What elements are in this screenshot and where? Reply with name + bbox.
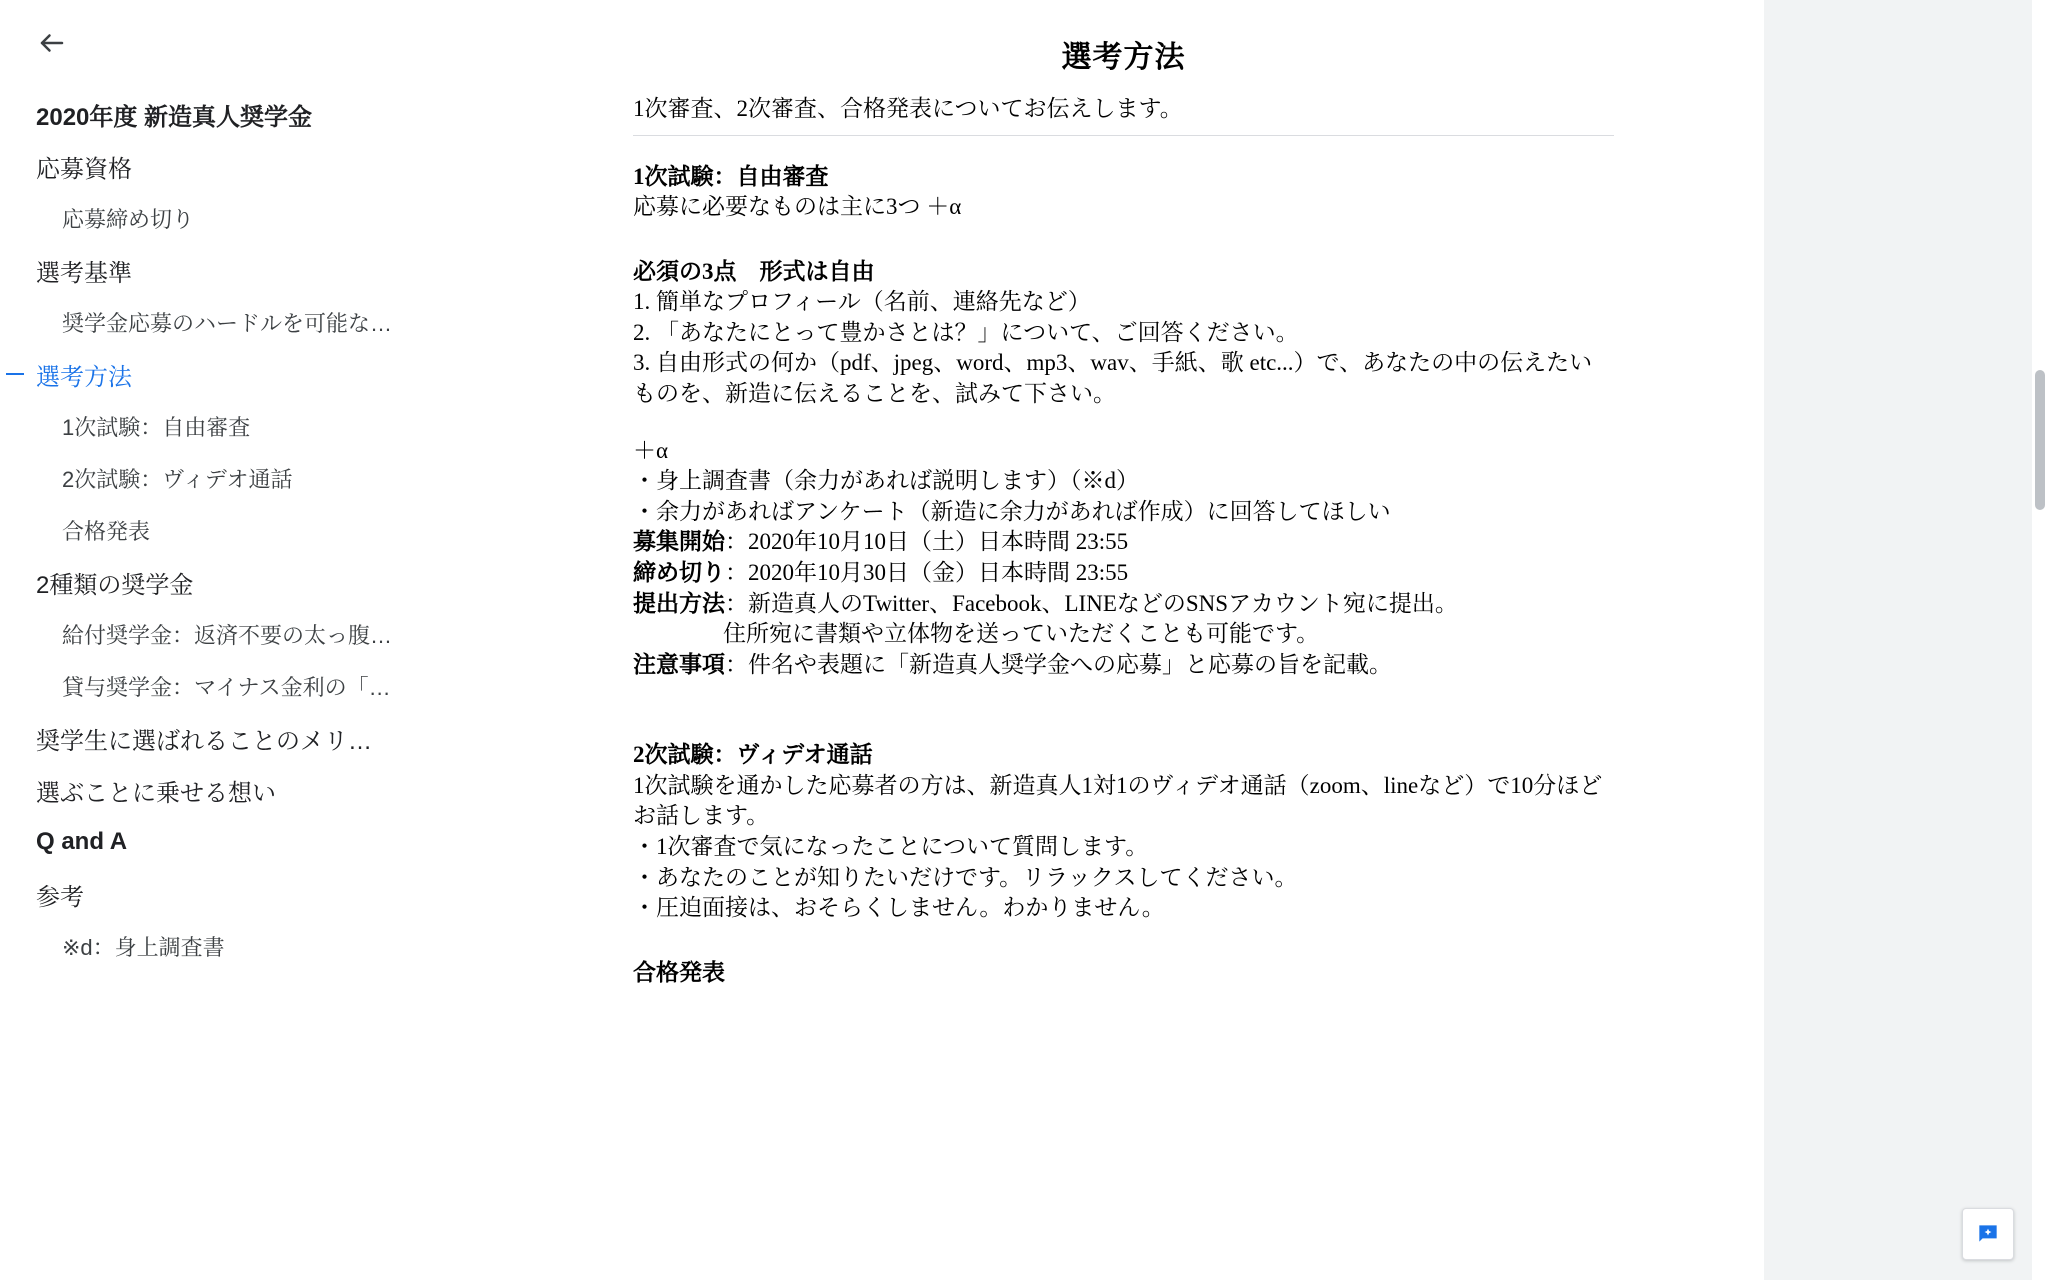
sidebar-item-label: 選考基準 bbox=[36, 259, 132, 287]
section1-deadline-row bbox=[633, 558, 1614, 589]
section2-line1: 1次試験を通かした応募者の方は、新造真人1対1のヴィデオ通話（zoom、lineなど）で10分ほどお話します。 bbox=[633, 772, 1603, 829]
sidebar-item-12[interactable] bbox=[0, 712, 478, 764]
document-intro: 1次審査、2次審査、合格発表についてお伝えします。 bbox=[633, 96, 1183, 121]
section1-submit-label: 提出方法 bbox=[633, 590, 725, 616]
spacer bbox=[633, 924, 1614, 958]
spacer bbox=[633, 680, 1614, 740]
sidebar-item-label: 給付奨学金：返済不要の太っ腹… bbox=[62, 622, 393, 648]
sidebar bbox=[0, 0, 478, 1280]
sidebar-item-16[interactable] bbox=[0, 920, 478, 972]
section2-bullet1: ・1次審査で気になったことについて質問します。 bbox=[633, 833, 1149, 859]
spacer bbox=[633, 410, 1614, 436]
sidebar-item-11[interactable] bbox=[0, 660, 478, 712]
sidebar-item-6[interactable] bbox=[0, 400, 478, 452]
sidebar-item-1[interactable] bbox=[0, 140, 478, 192]
sidebar-item-label: ※d：身上調査書 bbox=[62, 934, 225, 960]
spacer bbox=[633, 223, 1614, 257]
sidebar-item-10[interactable] bbox=[0, 608, 478, 660]
outline-nav bbox=[0, 86, 478, 972]
sidebar-header bbox=[0, 0, 478, 86]
sidebar-item-label: 貸与奨学金：マイナス金利の「… bbox=[62, 674, 391, 700]
page-title: 選考方法 bbox=[1061, 41, 1186, 74]
section1-note-value: ：件名や表題に「新造真人奨学金への応募」と応募の旨を記載。 bbox=[725, 651, 1392, 677]
document-pane bbox=[478, 0, 2048, 1280]
vertical-scrollbar[interactable] bbox=[2032, 0, 2048, 1280]
section1-item3: 3. 自由形式の何か（pdf、jpeg、word、mp3、wav、手紙、歌 etc...）で、あなたの中の伝えたいものを、新造に伝えることを、試みて下さい。 bbox=[633, 350, 1593, 407]
feedback-icon bbox=[1975, 1221, 2001, 1247]
sidebar-item-label: 選考方法 bbox=[36, 363, 132, 391]
sidebar-item-label: 奨学金応募のハードルを可能な… bbox=[62, 310, 393, 336]
feedback-button[interactable] bbox=[1962, 1208, 2014, 1260]
sidebar-item-label: 2次試験：ヴィデオ通話 bbox=[62, 466, 293, 492]
scrollbar-thumb[interactable] bbox=[2035, 370, 2045, 510]
section1-submit-value2: 住所宛に書類や立体物を送っていただくことも可能です。 bbox=[723, 621, 1320, 647]
section2-bullet2: ・あなたのことが知りたいだけです。リラックスしてください。 bbox=[633, 864, 1298, 890]
arrow-left-icon[interactable] bbox=[30, 21, 74, 65]
sidebar-item-label: 合格発表 bbox=[62, 518, 151, 544]
section1-subheading: 必須の3点 形式は自由 bbox=[633, 258, 875, 284]
section-divider bbox=[633, 135, 1614, 136]
sidebar-item-5-selected[interactable] bbox=[0, 348, 478, 400]
sidebar-item-label: 2種類の奨学金 bbox=[36, 571, 194, 599]
sidebar-item-9[interactable] bbox=[0, 556, 478, 608]
sidebar-item-label: 奨学生に選ばれることのメリ… bbox=[36, 727, 372, 755]
sidebar-item-label: Q and A bbox=[36, 828, 128, 855]
section2-bullet3: ・圧迫面接は、おそらくしません。わかりません。 bbox=[633, 895, 1165, 921]
sidebar-item-14[interactable] bbox=[0, 816, 478, 868]
sidebar-item-label: 選ぶことに乗せる想い bbox=[36, 779, 276, 807]
sidebar-item-2[interactable] bbox=[0, 192, 478, 244]
section1-deadline-value: ：2020年10月30日（金）日本時間 23:55 bbox=[725, 559, 1129, 585]
section3-heading: 合格発表 bbox=[633, 959, 725, 985]
section1-item2: 2. 「あなたにとって豊かさとは？」について、ご回答ください。 bbox=[633, 319, 1299, 345]
current-section-marker bbox=[6, 373, 24, 375]
sidebar-item-7[interactable] bbox=[0, 452, 478, 504]
section1-item1: 1. 簡単なプロフィール（名前、連絡先など） bbox=[633, 289, 1091, 315]
section1-submit-value: ：新造真人のTwitter、Facebook、LINEなどのSNSアカウント宛に提出。 bbox=[725, 590, 1458, 616]
section1-plus-alpha: ＋α bbox=[633, 437, 669, 463]
section1-note-label: 注意事項 bbox=[633, 651, 725, 677]
section1-deadline-label: 締め切り bbox=[633, 559, 725, 585]
section1-start-value: ：2020年10月10日（土）日本時間 23:55 bbox=[725, 529, 1129, 555]
section1-bullet2: ・余力があればアンケート（新造に余力があれば作成）に回答してほしい bbox=[633, 498, 1391, 524]
sidebar-item-label: 応募締め切り bbox=[62, 206, 195, 232]
section1-line1: 応募に必要なものは主に3つ ＋α bbox=[633, 194, 962, 220]
section1-start-label: 募集開始 bbox=[633, 529, 725, 555]
sidebar-item-label: 参考 bbox=[36, 883, 84, 911]
sidebar-item-3[interactable] bbox=[0, 244, 478, 296]
section1-submit-row bbox=[633, 589, 1614, 620]
section1-bullet1: ・身上調査書（余力があれば説明します）（※d） bbox=[633, 468, 1139, 494]
section2-heading: 2次試験：ヴィデオ通話 bbox=[633, 742, 873, 768]
document-page bbox=[478, 0, 1764, 1280]
sidebar-item-label: 2020年度 新造真人奨学金 bbox=[36, 103, 313, 131]
section1-note-row bbox=[633, 650, 1614, 681]
section1-heading: 1次試験：自由審査 bbox=[633, 163, 829, 189]
sidebar-item-13[interactable] bbox=[0, 764, 478, 816]
sidebar-item-label: 応募資格 bbox=[36, 155, 132, 183]
sidebar-item-15[interactable] bbox=[0, 868, 478, 920]
sidebar-item-label: 1次試験：自由審査 bbox=[62, 414, 251, 440]
section1-start-row bbox=[633, 527, 1614, 558]
sidebar-item-0[interactable] bbox=[0, 88, 478, 140]
sidebar-item-8[interactable] bbox=[0, 504, 478, 556]
sidebar-item-4[interactable] bbox=[0, 296, 478, 348]
